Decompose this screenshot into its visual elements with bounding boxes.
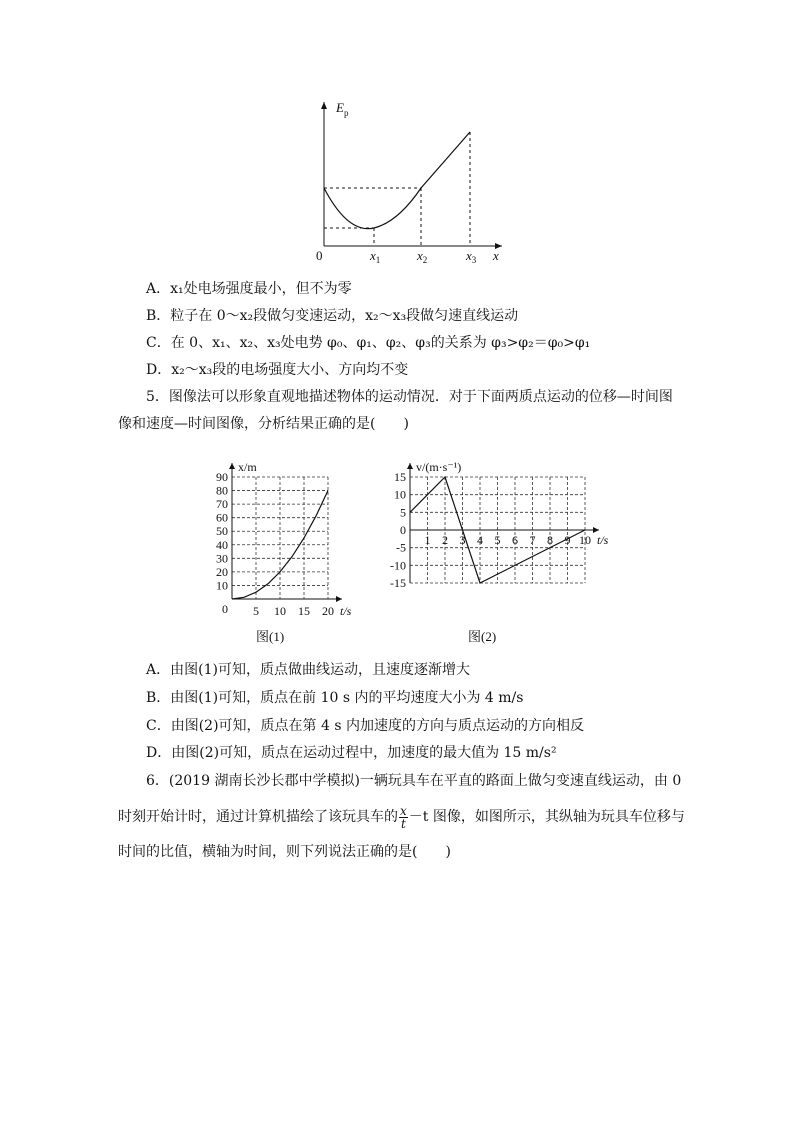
y-tick-label: 70 bbox=[216, 497, 228, 512]
y-axis-label: v/(m·s⁻¹) bbox=[416, 460, 462, 474]
y-tick-label: 5 bbox=[400, 505, 406, 520]
q4-option-d: D．x₂～x₃段的电场强度大小、方向均不变 bbox=[146, 362, 409, 378]
chart1-caption: 图(1) bbox=[256, 629, 285, 644]
y-tick-label: 10 bbox=[216, 578, 228, 593]
q5-option-a: A．由图(1)可知，质点做曲线运动，且速度逐渐增大 bbox=[146, 662, 470, 678]
y-tick-label: 50 bbox=[216, 524, 228, 539]
x-tick-label: 5 bbox=[494, 533, 501, 547]
chart-xt-svg bbox=[200, 452, 370, 617]
chart-xt bbox=[200, 452, 370, 617]
x-tick-label: 1 bbox=[424, 533, 431, 547]
chart2-caption: 图(2) bbox=[468, 629, 497, 644]
q5-option-b: B．由图(1)可知，质点在前 10 s 内的平均速度大小为 4 m/s bbox=[146, 690, 524, 706]
chart-vt-svg bbox=[380, 452, 620, 617]
x-tick-label: 10 bbox=[579, 533, 591, 547]
ep-origin-label: 0 bbox=[316, 248, 323, 263]
y-tick-label: 20 bbox=[216, 564, 228, 579]
y-tick-label: -10 bbox=[390, 558, 406, 573]
y-tick-label: 30 bbox=[216, 551, 228, 566]
x-over-t-fraction: $\frac{x}{t}$ bbox=[400, 803, 407, 831]
y-axis-arrow bbox=[229, 463, 235, 469]
q4-option-b: B．粒子在 0～x₂段做匀变速运动，x₂～x₃段做匀速直线运动 bbox=[146, 308, 519, 324]
x-tick-label: 5 bbox=[253, 604, 259, 618]
x-axis-label: t/s bbox=[340, 604, 352, 618]
y-axis-arrow bbox=[321, 102, 327, 109]
q6-stem-line1: 6．(2019 湖南长沙长郡中学模拟)一辆玩具车在平直的路面上做匀变速直线运动，由 0 bbox=[146, 773, 682, 789]
x-axis-label: t/s bbox=[597, 533, 609, 547]
x-axis-arrow bbox=[336, 596, 342, 602]
y-tick-label: 80 bbox=[216, 483, 228, 498]
y-tick-label: 15 bbox=[394, 470, 406, 484]
q6-stem-line3: 时间的比值，横轴为时间，则下列说法正确的是( ) bbox=[118, 844, 451, 860]
ep-y-label: $E_p$ bbox=[336, 100, 349, 118]
ep-x-figure bbox=[300, 96, 510, 266]
origin-label: 0 bbox=[222, 602, 228, 616]
x-tick-label: 4 bbox=[477, 533, 483, 547]
ep-tick-x3: $x_3$ bbox=[466, 248, 477, 265]
q6-stem-line2: 时刻开始计时，通过计算机描绘了该玩具车的 $\frac{x}{t}$ －t 图像，如图所示，其纵轴为玩具车位移与 bbox=[118, 803, 685, 831]
y-tick-label: -15 bbox=[390, 576, 406, 590]
chart-vt bbox=[380, 452, 620, 617]
x-tick-label: 20 bbox=[322, 604, 334, 618]
x-tick-label: 3 bbox=[459, 533, 466, 547]
x-tick-label: 7 bbox=[529, 533, 536, 547]
ep-x-label: x bbox=[493, 248, 499, 263]
y-tick-label: 40 bbox=[216, 537, 228, 552]
y-axis-arrow bbox=[407, 463, 413, 469]
ep-curve bbox=[324, 132, 470, 229]
y-tick-label: 0 bbox=[400, 523, 406, 537]
x-tick-label: 9 bbox=[564, 533, 571, 547]
x-tick-label: 6 bbox=[512, 533, 518, 547]
ep-x-graph bbox=[300, 96, 510, 266]
q5-stem-line2: 像和速度—时间图像，分析结果正确的是( ) bbox=[118, 416, 409, 432]
x-tick-label: 10 bbox=[274, 604, 286, 618]
q5-option-d: D．由图(2)可知，质点在运动过程中，加速度的最大值为 15 m/s² bbox=[146, 745, 557, 761]
ep-tick-x1: $x_1$ bbox=[370, 248, 381, 265]
ep-tick-x2: $x_2$ bbox=[417, 248, 428, 265]
x-tick-label: 2 bbox=[442, 533, 448, 547]
y-tick-label: 60 bbox=[216, 510, 228, 525]
q4-option-c: C．在 0、x₁、x₂、x₃处电势 φ₀、φ₁、φ₂、φ₃的关系为 φ₃>φ₂＝φ₀>φ₁ bbox=[146, 335, 591, 351]
q4-option-a: A．x₁处电场强度最小，但不为零 bbox=[146, 281, 352, 297]
x-tick-label: 15 bbox=[298, 604, 310, 618]
y-tick-label: -5 bbox=[396, 540, 406, 555]
q5-option-c: C．由图(2)可知，质点在第 4 s 内加速度的方向与质点运动的方向相反 bbox=[146, 718, 584, 734]
y-axis-label: x/m bbox=[238, 460, 257, 474]
x-tick-label: 8 bbox=[547, 533, 553, 547]
y-tick-label: 90 bbox=[216, 470, 228, 484]
q5-stem-line1: 5．图像法可以形象直观地描述物体的运动情况．对于下面两质点运动的位移—时间图 bbox=[146, 389, 673, 405]
y-tick-label: 10 bbox=[394, 487, 406, 502]
